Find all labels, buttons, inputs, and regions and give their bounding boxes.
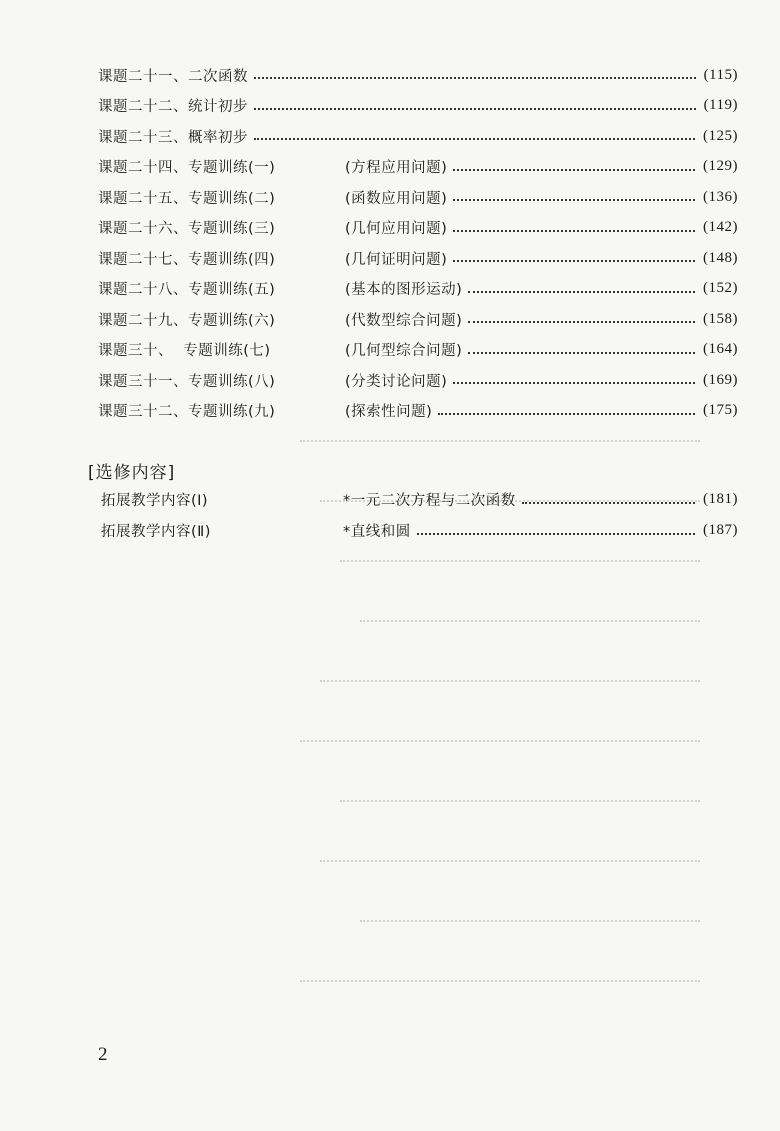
toc-entry[interactable] [98,335,738,366]
dot-leader [254,108,696,110]
toc-entry[interactable] [98,152,738,183]
dot-leader [453,230,695,232]
elective-entry[interactable] [101,515,738,546]
toc-entry-topic: (几何证明问题) [345,251,448,268]
toc-entry-title: 课题二十六、专题训练(三) [98,221,276,238]
toc-entry[interactable] [98,274,738,305]
toc-entry-title: 课题三十、 专题训练(七) [98,343,271,360]
elective-list [101,484,738,546]
dot-leader [417,533,695,535]
toc-entry-page: (175) [703,402,738,419]
toc-entry[interactable] [98,365,738,396]
toc-entry-title: 课题二十三、概率初步 [98,129,248,146]
toc-entry-title: 课题三十一、专题训练(八) [98,373,276,390]
toc-entry-page: (164) [703,341,738,358]
page-number: 2 [98,1044,108,1065]
toc-entry[interactable] [98,182,738,213]
toc-entry[interactable] [98,213,738,244]
toc-entry[interactable] [98,243,738,274]
elective-entry-title: 拓展教学内容(Ⅱ) [101,524,211,540]
dot-leader [453,169,695,171]
toc-entry[interactable] [98,396,738,427]
dot-leader [468,291,695,293]
toc-entry[interactable] [98,91,738,122]
elective-entry-page: (187) [703,522,738,538]
dot-leader [453,199,695,201]
toc-entry-title: 课题三十二、专题训练(九) [98,404,276,421]
toc-entry-topic: (函数应用问题) [345,190,448,207]
toc-entry-topic: (基本的图形运动) [345,282,463,299]
toc-entry-topic: (几何应用问题) [345,221,448,238]
dot-leader [254,138,695,140]
dot-leader [438,413,695,415]
toc-entry-page: (129) [703,158,738,175]
toc-entry-page: (152) [703,280,738,297]
toc-entry-page: (158) [703,310,738,327]
toc-entry-page: (119) [703,97,738,114]
toc-entry-topic: (代数型综合问题) [345,312,463,329]
toc-entry-page: (142) [703,219,738,236]
toc-entry-page: (115) [703,66,738,83]
toc-entry-topic: (方程应用问题) [345,160,448,177]
dot-leader [453,382,695,384]
elective-entry-topic: *一元二次方程与二次函数 [343,493,516,509]
dot-leader [254,77,696,79]
toc-entry-topic: (探索性问题) [345,404,433,421]
toc-entry-page: (136) [703,188,738,205]
elective-entry-page: (181) [703,491,738,507]
toc-entry-page: (148) [703,249,738,266]
toc-entry-title: 课题二十一、二次函数 [98,68,248,85]
dot-leader [468,352,695,354]
toc-entry[interactable] [98,60,738,91]
dot-leader [453,260,695,262]
dot-leader [468,321,695,323]
section-heading-electives: [选修内容] [88,463,176,483]
toc-entry-title: 课题二十二、统计初步 [98,99,248,116]
toc-entry-title: 课题二十八、专题训练(五) [98,282,276,299]
toc-entry-title: 课题二十七、专题训练(四) [98,251,276,268]
toc-entry-topic: (几何型综合问题) [345,343,463,360]
toc-entry-page: (125) [703,127,738,144]
elective-entry-title: 拓展教学内容(Ⅰ) [101,493,209,509]
toc-entry-topic: (分类讨论问题) [345,373,448,390]
toc-entry-page: (169) [703,371,738,388]
toc-entry-title: 课题二十五、专题训练(二) [98,190,276,207]
toc-entry-title: 课题二十九、专题训练(六) [98,312,276,329]
toc-list [98,60,738,426]
elective-entry-topic: *直线和圆 [343,524,411,540]
elective-entry[interactable] [101,484,738,515]
toc-entry-title: 课题二十四、专题训练(一) [98,160,276,177]
dot-leader [522,502,695,504]
toc-entry[interactable] [98,121,738,152]
toc-entry[interactable] [98,304,738,335]
